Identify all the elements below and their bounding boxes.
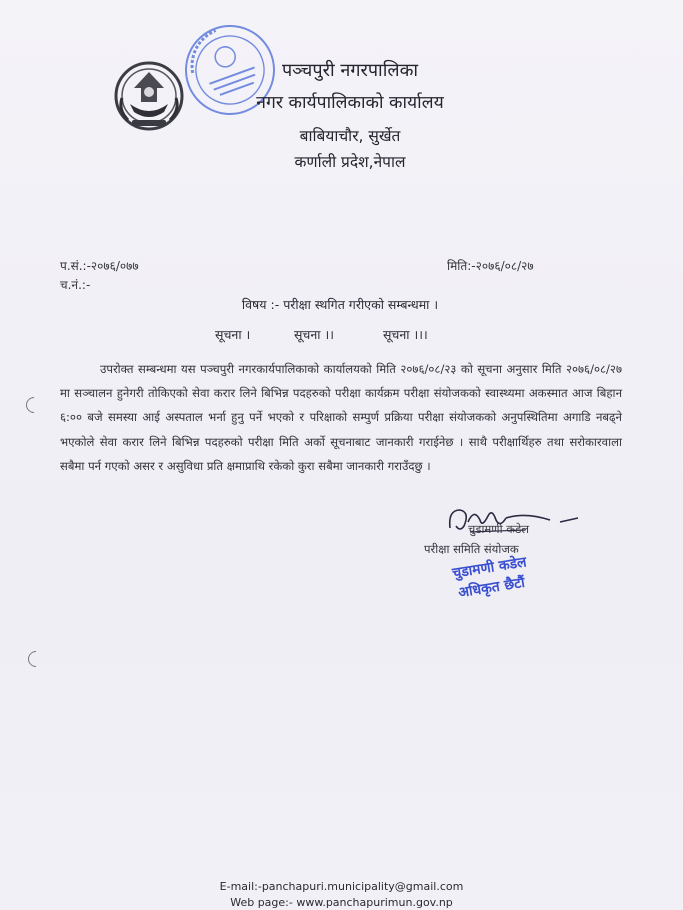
address-line-1: बाबियाचौर, सुर्खेत <box>299 127 401 145</box>
notice-2: सूचना ।। <box>293 327 334 342</box>
subject-line: विषय :- परीक्षा स्थगित गरीएको सम्बन्धमा । <box>241 297 439 312</box>
office-name: नगर कार्यपालिकाको कार्यालय <box>256 93 444 113</box>
signatory-title: परीक्षा समिति संयोजक <box>424 542 519 556</box>
signature-block <box>420 498 590 608</box>
reference-number: प.सं.:-२०७६/०७७ <box>60 259 139 273</box>
notice-body-text: उपरोक्त सम्बन्धमा यस पञ्चपुरी नगरकार्यपालिकाको कार्यालयको मिति २०७६/०८/२३ को सूचना अनुसार मिति २०७६/०८/२७ मा सञ्चालन हुनेगरी तोकिएको सेवा करार लिने बिभिन्न पदहरुको परीक्षा कार्यक्रम परीक्षा संयोजकको स्वास्थ्यमा अकस्मात आज बिहान ६:०० बजे समस्या आई अस्पताल भर्ना हुनु पर्ने भएको र परिक्षाको सम्पुर्ण प्रक्रिया परीक्षा संयोजकको अनुपस्थितिमा अगाडि नबढ्ने भएकोले सेवा करार लिने बिभिन्न पदहरुको परीक्षा मिति अर्को सूचनाबाट जानकारी गराईनेछ । साथै परीक्षार्थिहरु तथा सरोकारवाला सबैमा पर्न गएको असर र असुविधा प्रति क्षमाप्राथि रकेको कुरा सबैमा जानकारी गराउँदछु । <box>60 362 622 473</box>
stamp-name: चुडामणी कडेल <box>451 554 528 582</box>
notice-1: सूचना । <box>215 327 251 342</box>
punch-hole-icon <box>25 648 48 671</box>
municipality-name: पञ्चपुरी नगरपालिका <box>281 60 419 81</box>
nepal-emblem-icon <box>112 58 186 132</box>
notice-heading <box>215 326 428 343</box>
notice-body <box>60 357 622 478</box>
address-line-2: कर्णाली प्रदेश,नेपाल <box>294 153 406 171</box>
footer-email: E-mail:-panchapuri.municipality@gmail.com <box>219 880 464 893</box>
punch-hole-icon <box>23 394 46 417</box>
signatory-name: चुडामणी कडेल <box>468 522 530 536</box>
stamp-role: अधिकृत छैटौं <box>457 574 526 602</box>
dispatch-number: च.नं.:- <box>60 278 91 292</box>
notice-3: सूचना ।।। <box>382 327 428 342</box>
letter-date: मिति:-२०७६/०८/२७ <box>447 259 534 273</box>
footer-web: Web page:- www.panchapurimun.gov.np <box>230 896 453 909</box>
